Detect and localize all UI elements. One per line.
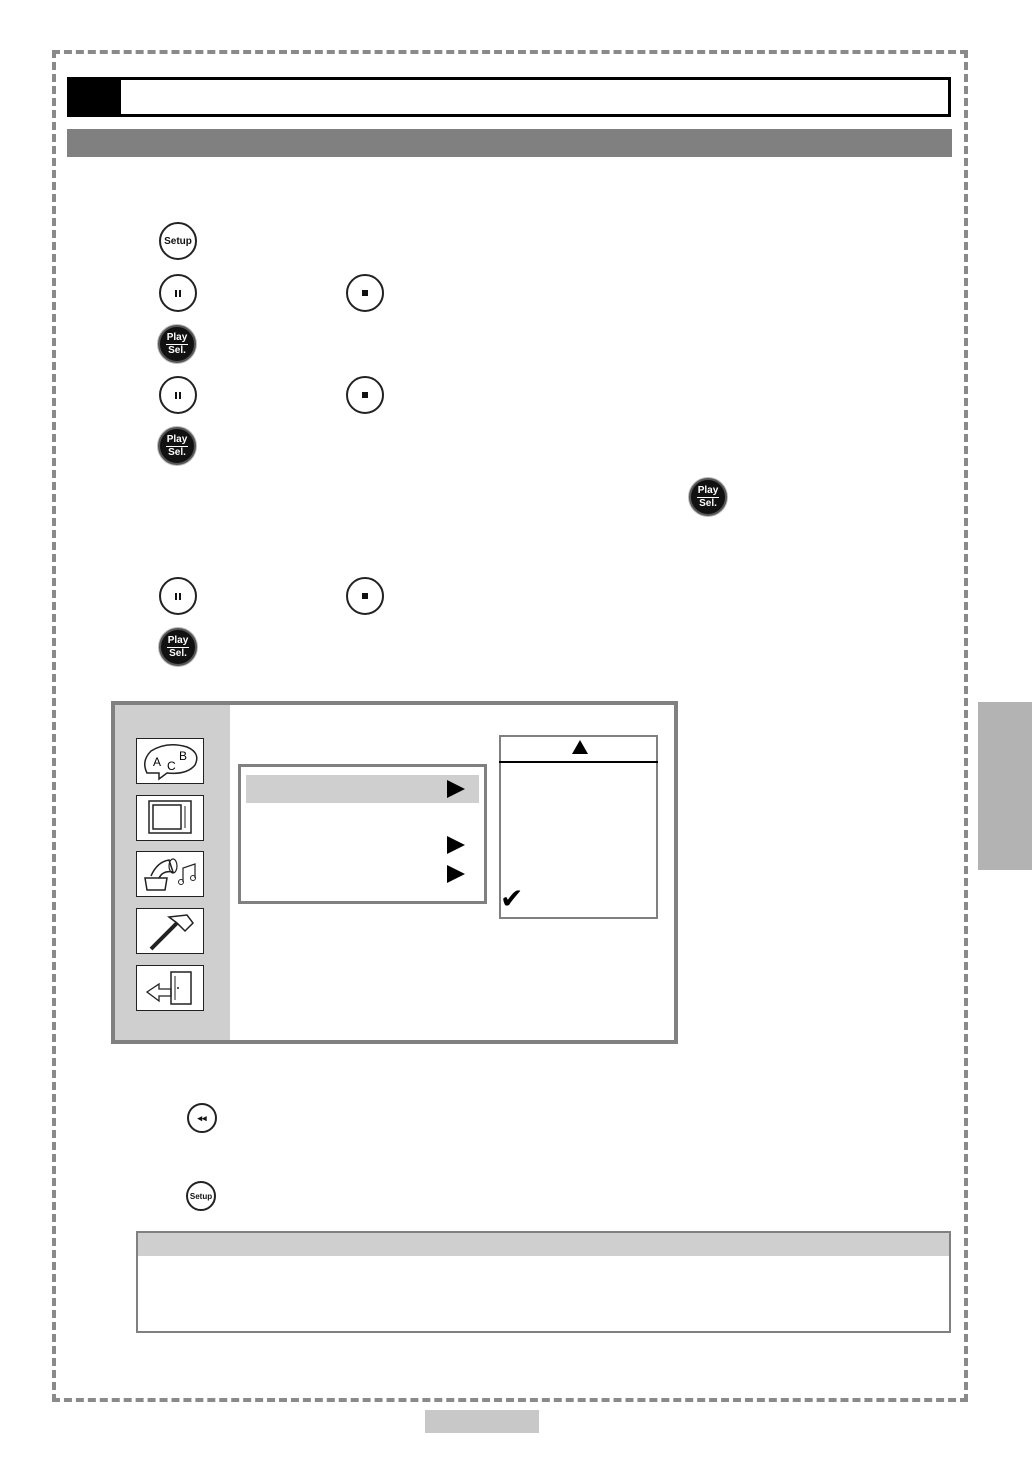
submenu-arrow-icon bbox=[447, 865, 465, 883]
side-tab bbox=[978, 702, 1032, 870]
submenu-arrow-icon bbox=[447, 836, 465, 854]
svg-text:A: A bbox=[153, 755, 162, 769]
sel-label: Sel. bbox=[168, 344, 186, 356]
stop-button bbox=[346, 376, 384, 414]
svg-text:C: C bbox=[167, 759, 176, 773]
setup-button-label: Setup bbox=[189, 1191, 213, 1201]
pause-button bbox=[159, 577, 197, 615]
rewind-icon: ◂◂ bbox=[197, 1112, 207, 1123]
play-label: Play bbox=[166, 433, 188, 445]
sel-label: Sel. bbox=[699, 497, 717, 509]
subtitle-bar bbox=[67, 129, 952, 157]
play-label: Play bbox=[167, 634, 189, 646]
section-title-box bbox=[67, 77, 951, 117]
pause-icon bbox=[175, 392, 181, 399]
play-sel-button bbox=[158, 427, 196, 465]
stop-icon bbox=[362, 593, 368, 599]
sel-label: Sel. bbox=[168, 446, 186, 458]
play-sel-button bbox=[158, 325, 196, 363]
setup-button bbox=[159, 222, 197, 260]
stop-icon bbox=[362, 392, 368, 398]
play-sel-button bbox=[689, 478, 727, 516]
pause-button bbox=[159, 376, 197, 414]
section-number-block bbox=[67, 77, 121, 117]
rewind-button bbox=[187, 1103, 217, 1133]
pause-button bbox=[159, 274, 197, 312]
setup-button-label: Setup bbox=[164, 235, 192, 247]
play-sel-button bbox=[159, 628, 197, 666]
page-number-box bbox=[425, 1410, 539, 1433]
stop-icon bbox=[362, 290, 368, 296]
pause-icon bbox=[175, 593, 181, 600]
setup-button bbox=[186, 1181, 216, 1211]
submenu-arrow-icon bbox=[447, 780, 465, 798]
pause-icon bbox=[175, 290, 181, 297]
tv-icon bbox=[136, 795, 204, 841]
scroll-up-icon bbox=[572, 740, 588, 754]
osd-submenu-highlight bbox=[246, 775, 479, 803]
svg-text:B: B bbox=[179, 749, 188, 763]
checkmark-icon: ✔ bbox=[500, 882, 524, 915]
note-header bbox=[138, 1233, 949, 1256]
audio-icon bbox=[136, 851, 204, 897]
stop-button bbox=[346, 577, 384, 615]
exit-door-icon bbox=[136, 965, 204, 1011]
stop-button bbox=[346, 274, 384, 312]
sel-label: Sel. bbox=[169, 647, 187, 659]
hammer-icon bbox=[136, 908, 204, 954]
play-label: Play bbox=[166, 331, 188, 343]
play-label: Play bbox=[697, 484, 719, 496]
language-icon bbox=[136, 738, 204, 784]
